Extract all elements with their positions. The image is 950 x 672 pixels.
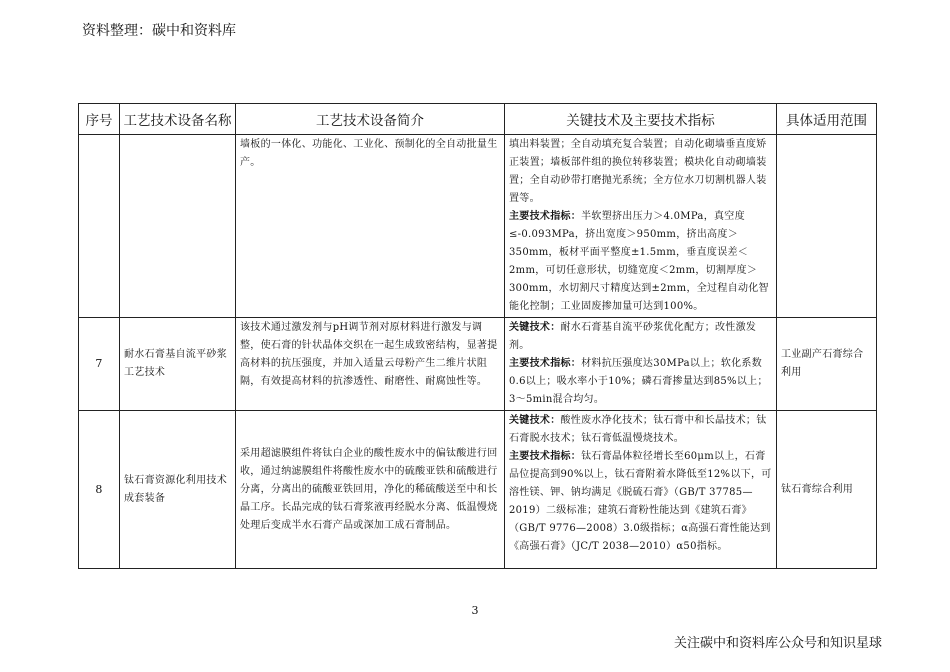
col-header-key-tech: 关键技术及主要技术指标 [505, 104, 777, 135]
key-line [509, 412, 772, 448]
table-row [79, 135, 877, 318]
row-name: 耐水石膏基自流平砂浆工艺技术 [120, 318, 236, 411]
row-intro: 墙板的一体化、功能化、工业化、预制化的全自动批量生产。 [236, 135, 505, 318]
key-text: 材料抗压强度达30MPa以上；软化系数0.6以上；吸水率小于10%；磷石膏掺量达到85%以上；3～5min混合均匀。 [509, 358, 768, 405]
row-key-tech [505, 135, 777, 318]
key-line [509, 136, 772, 208]
key-text: 耐水石膏基自流平砂浆优化配方；改性激发剂。 [509, 322, 757, 351]
row-key-tech [505, 411, 777, 569]
row-index [79, 135, 120, 318]
page-footer: 关注碳中和资料库公众号和知识星球 [673, 636, 882, 651]
table-row [79, 411, 877, 569]
row-name [120, 135, 236, 318]
key-line [509, 355, 772, 409]
key-text: 半软塑挤出压力＞4.0MPa，真空度≤-0.093MPa，挤出宽度＞950mm，挤出高度＞350mm，板材平面平整度±1.5mm，垂直度误差＜2mm，可切任意形状，切缝宽度＜2mm，切割厚度＞300mm，水切割尺寸精度达到±2mm，全过程自动化智能化控制；工业固废掺加量可达到100%。 [509, 211, 769, 312]
row-scope: 工业副产石膏综合利用 [777, 318, 877, 411]
key-label: 主要技术指标： [509, 451, 582, 462]
key-text: 填出料装置；全自动填充复合装置；自动化砌墙垂直度矫正装置；墙板部件组的换位转移装置；模块化自动砌墙装置；全自动砂带打磨抛光系统；全方位水刀切割机器人装置等。 [509, 139, 767, 204]
page-header: 资料整理：碳中和资料库 [82, 23, 236, 39]
key-text: 酸性废水净化技术；钛石膏中和长晶技术；钛石膏脱水技术；钛石膏低温慢烧技术。 [509, 415, 767, 444]
key-label: 主要技术指标： [509, 211, 582, 222]
row-scope: 钛石膏综合利用 [777, 411, 877, 569]
key-label: 主要技术指标： [509, 358, 582, 369]
process-table [78, 103, 877, 569]
row-key-tech [505, 318, 777, 411]
key-line [509, 448, 772, 556]
key-label: 关键技术： [509, 415, 561, 426]
row-name: 钛石膏资源化利用技术成套装备 [120, 411, 236, 569]
row-intro: 该技术通过激发剂与pH调节剂对原材料进行激发与调整，使石膏的针状晶体交织在一起生成致密结构，显著提高材料的抗压强度，并加入适量云母粉产生二维片状阻隔，有效提高材料的抗渗透性、耐磨性、耐腐蚀性等。 [236, 318, 505, 411]
key-line [509, 319, 772, 355]
col-header-index: 序号 [79, 104, 120, 135]
row-intro: 采用超滤膜组件将钛白企业的酸性废水中的偏钛酸进行回收，通过纳滤膜组件将酸性废水中的硫酸亚铁和硫酸进行分离，分离出的硫酸亚铁回用，净化的稀硫酸送至中和长晶工序。长晶完成的钛石膏浆液再经脱水分离、低温慢烧处理后变成半水石膏产品或深加工成石膏制品。 [236, 411, 505, 569]
key-text: 钛石膏晶体粒径增长至60μm以上，石膏品位提高到90%以上，钛石膏附着水降低至12%以下，可溶性镁、钾、钠均满足《脱硫石膏》（GB/T 37785—2019）二级标准；建筑石膏粉性能达到《建筑石膏》（GB/T 9776—2008）3.0级指标；α高强石膏性能达到《高强石膏》（JC/T 2038—2010）α50指标。 [509, 451, 772, 552]
row-scope [777, 135, 877, 318]
row-index: 7 [79, 318, 120, 411]
page-number: 3 [471, 604, 479, 617]
col-header-intro: 工艺技术设备简介 [236, 104, 505, 135]
row-index: 8 [79, 411, 120, 569]
key-label: 关键技术： [509, 322, 561, 333]
table-header-row [79, 104, 877, 135]
table-row [79, 318, 877, 411]
col-header-name: 工艺技术设备名称 [120, 104, 236, 135]
col-header-scope: 具体适用范围 [777, 104, 877, 135]
key-line [509, 208, 772, 316]
